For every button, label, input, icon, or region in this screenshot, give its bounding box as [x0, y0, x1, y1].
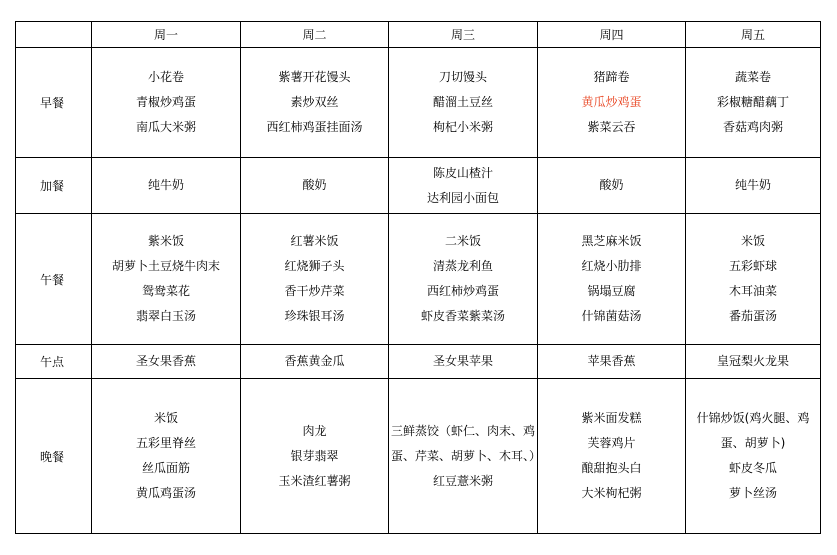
dish-item: 木耳油菜 — [728, 284, 777, 298]
dish-item: 黄瓜鸡蛋汤 — [135, 486, 196, 500]
dish-item: 五彩虾球 — [728, 259, 777, 273]
dish-item: 五彩里脊丝 — [135, 436, 196, 450]
meal-label: 早餐 — [16, 48, 92, 158]
dish-item: 三鲜蒸饺（虾仁、肉末、鸡蛋、芹菜、胡萝卜、木耳、） — [391, 423, 542, 463]
dish-item: 刀切馒头 — [438, 70, 487, 84]
dish-item: 二米饭 — [444, 234, 481, 248]
dish-item: 什锦炒饭(鸡火腿、鸡蛋、胡萝卜) — [696, 411, 810, 450]
dish-item: 黑芝麻米饭 — [581, 234, 642, 248]
menu-cell — [389, 48, 538, 158]
dish-item: 青椒炒鸡蛋 — [135, 95, 196, 109]
dish-item: 紫菜云吞 — [587, 120, 636, 134]
day-header: 周五 — [686, 22, 821, 48]
dish-item: 紫米面发糕 — [581, 411, 642, 425]
dish-item: 枸杞小米粥 — [432, 120, 493, 134]
menu-cell — [538, 48, 686, 158]
dish-item: 红豆薏米粥 — [432, 473, 493, 488]
meal-label: 加餐 — [16, 158, 92, 214]
dish-item: 纯牛奶 — [734, 178, 771, 192]
dish-item: 萝卜丝汤 — [728, 486, 777, 500]
dish-item: 红烧狮子头 — [284, 259, 345, 273]
dish-item: 彩椒糖醋藕丁 — [716, 95, 789, 109]
menu-cell — [389, 158, 538, 214]
dish-item: 虾皮冬瓜 — [728, 461, 777, 475]
dish-item: 香蕉黄金瓜 — [284, 354, 345, 368]
dish-item: 达利园小面包 — [426, 190, 499, 205]
meal-label: 午点 — [16, 345, 92, 379]
day-header: 周一 — [92, 22, 241, 48]
dish-item: 珍珠银耳汤 — [284, 309, 345, 323]
dish-item: 芙蓉鸡片 — [587, 436, 636, 450]
menu-cell — [686, 214, 821, 345]
meal-row — [16, 48, 821, 158]
dish-item: 黄瓜炒鸡蛋 — [581, 95, 642, 109]
meal-row — [16, 345, 821, 379]
dish-item: 皇冠梨火龙果 — [716, 354, 789, 368]
menu-cell — [686, 158, 821, 214]
dish-item: 圣女果苹果 — [432, 354, 493, 368]
dish-item: 素炒双丝 — [290, 95, 339, 109]
dish-item: 红薯米饭 — [290, 234, 339, 248]
menu-cell — [538, 214, 686, 345]
dish-item: 大米枸杞粥 — [581, 486, 642, 500]
dish-item: 香干炒芹菜 — [284, 284, 345, 298]
dish-item: 猪蹄卷 — [593, 70, 630, 84]
meal-label: 午餐 — [16, 214, 92, 345]
menu-cell — [241, 379, 389, 534]
dish-item: 紫米饭 — [147, 234, 184, 248]
dish-item: 鸳鸯菜花 — [141, 284, 190, 298]
menu-cell — [538, 379, 686, 534]
dish-item: 银芽翡翠 — [290, 448, 339, 463]
dish-item: 什锦菌菇汤 — [581, 309, 642, 323]
menu-cell — [241, 214, 389, 345]
menu-body — [16, 22, 821, 534]
weekly-menu-table — [15, 21, 821, 534]
dish-item: 西红柿炒鸡蛋 — [426, 284, 499, 298]
dish-item: 玉米渣红薯粥 — [278, 473, 351, 488]
menu-cell — [538, 158, 686, 214]
dish-item: 醋溜土豆丝 — [432, 95, 493, 109]
menu-cell — [241, 345, 389, 379]
menu-cell — [92, 48, 241, 158]
dish-item: 酿甜抱头白 — [581, 461, 642, 475]
dish-item: 西红柿鸡蛋挂面汤 — [266, 120, 363, 134]
day-header: 周四 — [538, 22, 686, 48]
header-row — [16, 22, 821, 48]
dish-item: 红烧小肋排 — [581, 259, 642, 273]
meal-row — [16, 379, 821, 534]
dish-item: 纯牛奶 — [147, 178, 184, 192]
menu-cell — [241, 48, 389, 158]
dish-item: 蔬菜卷 — [734, 70, 771, 84]
dish-item: 虾皮香菜紫菜汤 — [420, 309, 505, 323]
menu-cell — [92, 345, 241, 379]
dish-item: 米饭 — [153, 411, 178, 425]
dish-item: 南瓜大米粥 — [135, 120, 196, 134]
menu-cell — [389, 379, 542, 534]
corner-cell — [16, 22, 92, 48]
dish-item: 陈皮山楂汁 — [432, 165, 493, 180]
dish-item: 清蒸龙利鱼 — [432, 259, 493, 273]
dish-item: 苹果香蕉 — [587, 354, 636, 368]
menu-cell — [241, 158, 389, 214]
meal-row — [16, 214, 821, 345]
day-header: 周三 — [389, 22, 538, 48]
menu-cell — [92, 158, 241, 214]
meal-row — [16, 158, 821, 214]
menu-cell — [686, 345, 821, 379]
dish-item: 酸奶 — [599, 178, 624, 192]
dish-item: 米饭 — [740, 234, 765, 248]
dish-item: 番茄蛋汤 — [728, 309, 777, 323]
dish-item: 酸奶 — [302, 178, 327, 192]
dish-item: 锅塌豆腐 — [587, 284, 636, 298]
menu-cell — [538, 345, 686, 379]
menu-cell — [389, 345, 538, 379]
dish-item: 胡萝卜土豆烧牛肉末 — [111, 259, 220, 273]
dish-item: 紫薯开花馒头 — [278, 70, 351, 84]
menu-cell — [92, 379, 241, 534]
dish-item: 香菇鸡肉粥 — [722, 120, 783, 134]
menu-cell — [389, 214, 538, 345]
menu-cell — [686, 379, 821, 534]
dish-item: 肉龙 — [302, 423, 327, 438]
meal-label: 晚餐 — [16, 379, 92, 534]
dish-item: 小花卷 — [147, 70, 184, 84]
menu-cell — [686, 48, 821, 158]
day-header: 周二 — [241, 22, 389, 48]
dish-item: 翡翠白玉汤 — [135, 309, 196, 323]
menu-cell — [92, 214, 241, 345]
dish-item: 圣女果香蕉 — [135, 354, 196, 368]
dish-item: 丝瓜面筋 — [141, 461, 190, 475]
